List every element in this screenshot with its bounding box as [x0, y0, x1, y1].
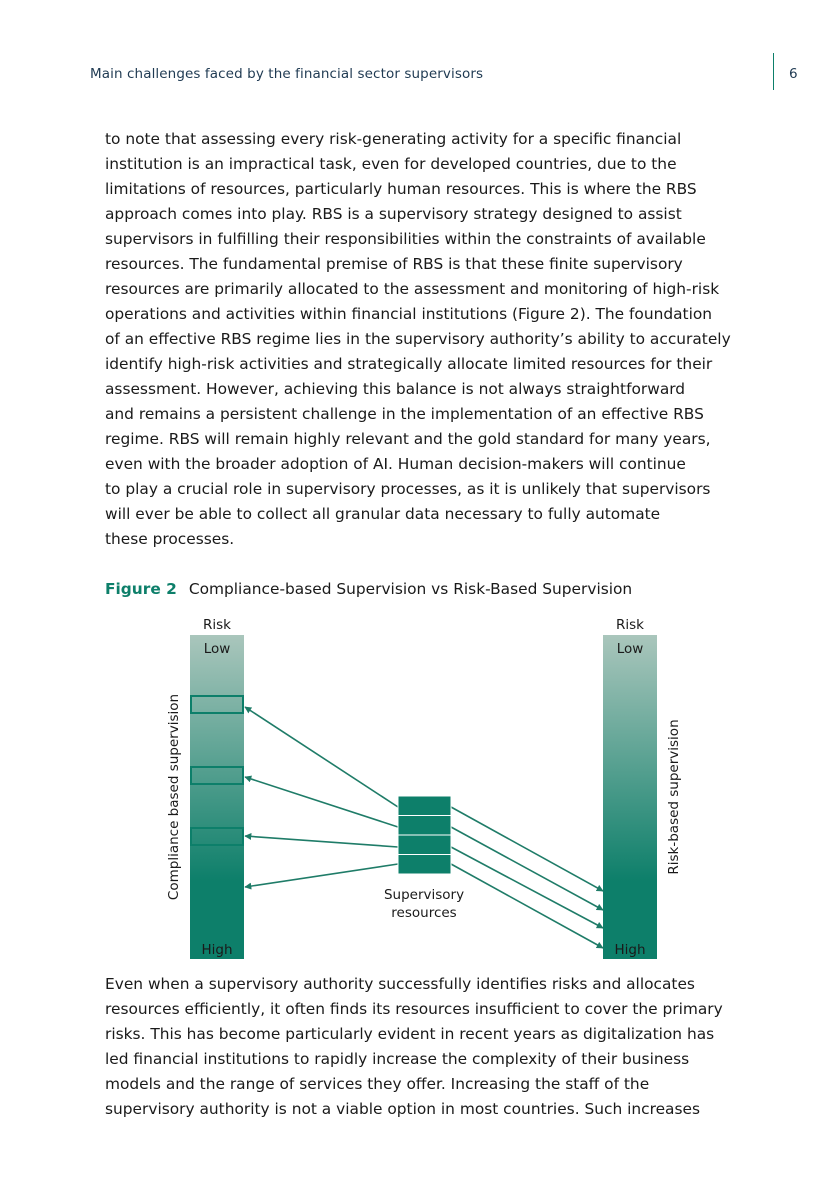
paragraph-line: institution is an impractical task, even for developed countries, due to the	[105, 155, 677, 173]
right-side-label: Risk-based supervision	[666, 719, 682, 875]
left-side-label: Compliance based supervision	[166, 693, 182, 901]
paragraph-line: supervisors in fulfilling their responsibilities within the constraints of available	[105, 230, 706, 248]
figure-label: Figure 2	[105, 580, 177, 598]
resource-block	[398, 796, 451, 816]
resource-block	[398, 816, 451, 836]
arrow-to-compliance-segment	[245, 707, 398, 807]
supervisory-resources-stack	[398, 796, 451, 874]
arrow-to-high-risk	[451, 827, 603, 910]
figure-title: Compliance-based Supervision vs Risk-Based Supervision	[188, 580, 633, 598]
left-risk-scale-bar	[190, 635, 244, 959]
resource-block	[398, 855, 451, 875]
arrow-to-compliance-segment	[245, 864, 398, 887]
arrow-to-compliance-segment	[245, 836, 398, 847]
page-number: 6	[789, 66, 798, 82]
paragraph-line: risks. This has become particularly evident in recent years as digitalization has	[105, 1025, 715, 1043]
running-header-title: Main challenges faced by the financial sector supervisors	[90, 66, 484, 82]
paragraph-line: led financial institutions to rapidly increase the complexity of their business	[105, 1050, 690, 1068]
paragraph-line: regime. RBS will remain highly relevant and the gold standard for many years,	[105, 430, 711, 448]
left-risk-header: Risk	[203, 617, 231, 633]
right-low-label: Low	[616, 641, 644, 657]
right-high-label: High	[614, 942, 646, 958]
paragraph-line: of an effective RBS regime lies in the supervisory authority’s ability to accurately	[105, 330, 731, 348]
supervisory-resources-label-line1: Supervisory	[383, 887, 465, 903]
arrow-to-compliance-segment	[245, 777, 398, 827]
paragraph-line: limitations of resources, particularly human resources. This is where the RBS	[105, 180, 697, 198]
paragraph-line: supervisory authority is not a viable option in most countries. Such increases	[105, 1100, 700, 1118]
paragraph-line: identify high-risk activities and strategically allocate limited resources for their	[105, 355, 713, 373]
paragraph-line: resources are primarily allocated to the assessment and monitoring of high-risk	[105, 280, 720, 298]
right-risk-scale-bar	[603, 635, 657, 959]
paragraph-line: approach comes into play. RBS is a supervisory strategy designed to assist	[105, 205, 682, 223]
left-low-label: Low	[203, 641, 231, 657]
paragraph-line: will ever be able to collect all granular data necessary to fully automate	[105, 505, 661, 523]
paragraph-line: operations and activities within financial institutions (Figure 2). The foundation	[105, 305, 713, 323]
arrow-to-high-risk	[451, 807, 603, 891]
paragraph-line: resources efficiently, it often finds its resources insufficient to cover the primary	[105, 1000, 723, 1018]
body-paragraph-2	[105, 972, 745, 1122]
left-high-label: High	[201, 942, 233, 958]
paragraph-line: these processes.	[105, 530, 235, 548]
paragraph-line: even with the broader adoption of AI. Human decision-makers will continue	[105, 455, 686, 473]
arrow-to-high-risk	[451, 847, 603, 928]
arrow-to-high-risk	[451, 864, 603, 948]
paragraph-line: Even when a supervisory authority successfully identifies risks and allocates	[105, 975, 695, 993]
paragraph-line: and remains a persistent challenge in the implementation of an effective RBS	[105, 405, 704, 423]
right-risk-header: Risk	[616, 617, 644, 633]
paragraph-line: resources. The fundamental premise of RBS is that these finite supervisory	[105, 255, 683, 273]
paragraph-line: assessment. However, achieving this balance is not always straightforward	[105, 380, 686, 398]
resource-block	[398, 835, 451, 855]
paragraph-line: to play a crucial role in supervisory processes, as it is unlikely that supervisors	[105, 480, 711, 498]
paragraph-line: to note that assessing every risk-generating activity for a specific financial	[105, 130, 682, 148]
paragraph-line: models and the range of services they offer. Increasing the staff of the	[105, 1075, 650, 1093]
supervisory-resources-label-line2: resources	[391, 905, 457, 921]
